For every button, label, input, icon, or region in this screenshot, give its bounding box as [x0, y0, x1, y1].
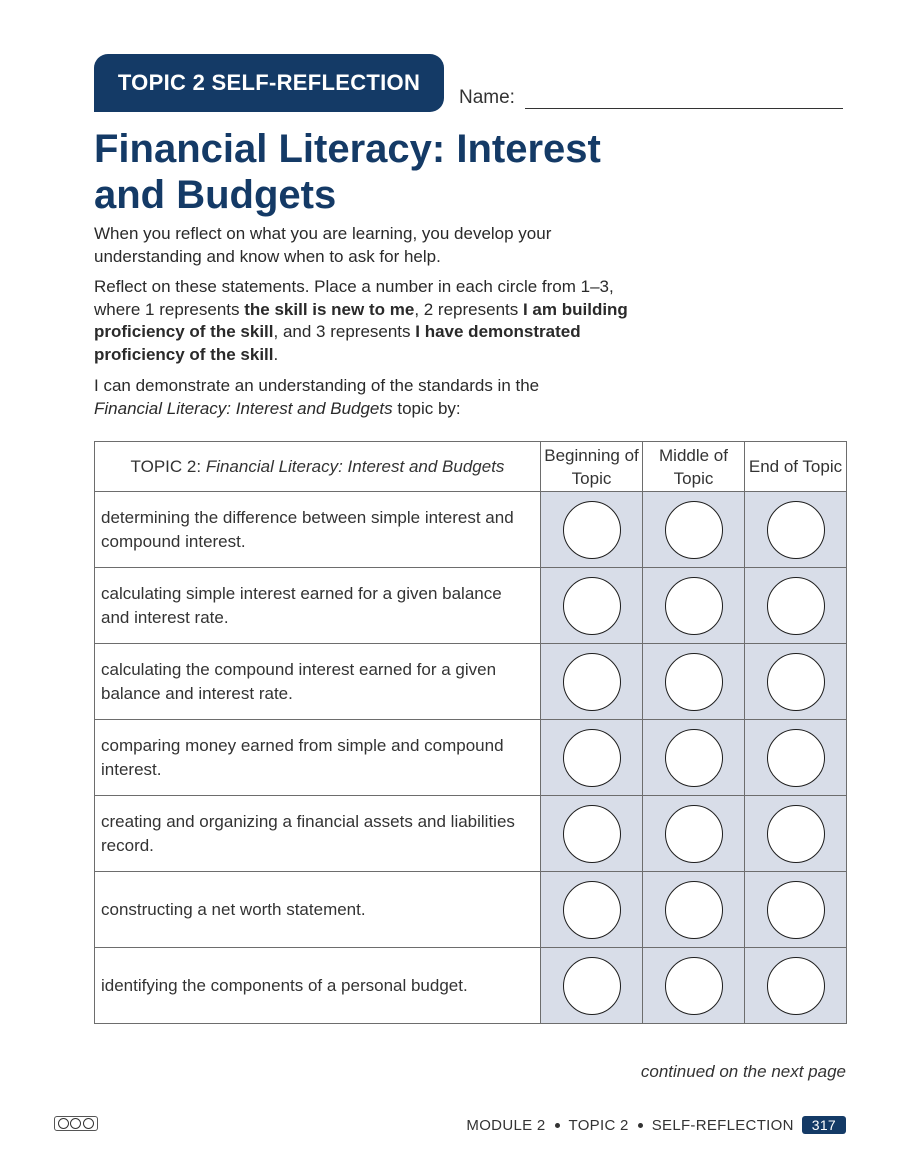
rating-circle-middle[interactable]	[665, 501, 723, 559]
rating-cell-beginning	[541, 948, 643, 1024]
topic-banner-label: TOPIC 2 SELF-REFLECTION	[117, 70, 421, 95]
rating-cell-beginning	[541, 796, 643, 872]
rating-cell-middle	[643, 872, 745, 948]
topic-header-name: Financial Literacy: Interest and Budgets	[205, 457, 505, 476]
rating-circle-beginning[interactable]	[563, 881, 621, 939]
rating-circle-beginning[interactable]	[563, 957, 621, 1015]
nc-symbol	[83, 1118, 94, 1129]
col-header-end: End of Topic	[745, 442, 847, 492]
instructions-bold-1: the skill is new to me	[244, 299, 415, 319]
instructions-mid-1: , 2 represents	[414, 299, 523, 319]
bullet-icon	[638, 1123, 643, 1128]
rating-circle-beginning[interactable]	[563, 577, 621, 635]
rating-circle-end[interactable]	[767, 957, 825, 1015]
rating-cell-beginning	[541, 644, 643, 720]
table-header-row	[95, 442, 847, 492]
self-reflection-table	[94, 441, 847, 1024]
table-row	[95, 872, 847, 948]
standards-lead: I can demonstrate an understanding of the standards in the	[94, 376, 540, 395]
rating-circle-beginning[interactable]	[563, 729, 621, 787]
rating-circle-beginning[interactable]	[563, 501, 621, 559]
statement-cell: calculating the compound interest earned for a given balance and interest rate.	[95, 644, 541, 720]
table-row	[95, 644, 847, 720]
rating-circle-middle[interactable]	[665, 729, 723, 787]
rating-circle-end[interactable]	[767, 501, 825, 559]
instructions-end: .	[273, 344, 279, 364]
instructions-lead: Reflect on these statements. Place a number in each circle from 1–3, where 1 represents	[94, 277, 614, 319]
table-row	[95, 796, 847, 872]
rating-cell-end	[745, 796, 847, 872]
rating-circle-middle[interactable]	[665, 957, 723, 1015]
rating-cell-middle	[643, 492, 745, 568]
creative-commons-icon	[54, 1116, 98, 1131]
table-row	[95, 492, 847, 568]
rating-cell-end	[745, 948, 847, 1024]
instructions-bold-2: I am building proficiency of the skill	[94, 299, 628, 341]
cc-symbol	[58, 1118, 69, 1129]
standards-end: topic by:	[392, 398, 461, 418]
statement-cell: constructing a net worth statement.	[95, 872, 541, 948]
rating-circle-end[interactable]	[767, 881, 825, 939]
statement-cell: identifying the components of a personal budget.	[95, 948, 541, 1024]
bullet-icon	[555, 1123, 560, 1128]
statement-cell: creating and organizing a financial assets and liabilities record.	[95, 796, 541, 872]
rating-cell-beginning	[541, 568, 643, 644]
topic-header	[95, 442, 541, 492]
rating-cell-middle	[643, 948, 745, 1024]
rating-cell-end	[745, 644, 847, 720]
rating-circle-middle[interactable]	[665, 881, 723, 939]
table-row	[95, 948, 847, 1024]
rating-circle-end[interactable]	[767, 653, 825, 711]
name-field-group	[459, 87, 843, 109]
instructions-bold-3: I have demonstrated proficiency of the skill	[94, 322, 581, 364]
rating-cell-middle	[643, 568, 745, 644]
rating-circle-end[interactable]	[767, 729, 825, 787]
name-line[interactable]	[525, 91, 843, 109]
table-row	[95, 568, 847, 644]
rating-cell-end	[745, 492, 847, 568]
name-label: Name:	[459, 87, 515, 108]
statement-cell: calculating simple interest earned for a given balance and interest rate.	[95, 568, 541, 644]
page-footer	[466, 1116, 846, 1134]
rating-circle-beginning[interactable]	[563, 653, 621, 711]
page-number: 317	[802, 1116, 846, 1134]
footer-topic: TOPIC 2	[568, 1116, 629, 1134]
rating-circle-end[interactable]	[767, 577, 825, 635]
rating-cell-beginning	[541, 492, 643, 568]
table-row	[95, 720, 847, 796]
statement-cell: determining the difference between simple interest and compound interest.	[95, 492, 541, 568]
rating-cell-beginning	[541, 872, 643, 948]
rating-cell-end	[745, 568, 847, 644]
col-header-beginning: Beginning of Topic	[541, 442, 643, 492]
statement-cell: comparing money earned from simple and compound interest.	[95, 720, 541, 796]
rating-cell-middle	[643, 644, 745, 720]
instructions-text	[94, 276, 654, 366]
rating-circle-middle[interactable]	[665, 577, 723, 635]
rating-circle-end[interactable]	[767, 805, 825, 863]
rating-cell-middle	[643, 720, 745, 796]
rating-circle-middle[interactable]	[665, 805, 723, 863]
continued-note: continued on the next page	[640, 1062, 846, 1081]
standards-italic: Financial Literacy: Interest and Budgets	[94, 398, 393, 418]
rating-cell-end	[745, 720, 847, 796]
page-title: Financial Literacy: Interest and Budgets	[94, 127, 601, 217]
topic-banner	[94, 54, 444, 112]
rating-cell-middle	[643, 796, 745, 872]
standards-text	[94, 375, 554, 420]
rating-cell-beginning	[541, 720, 643, 796]
footer-section: SELF-REFLECTION	[651, 1116, 794, 1134]
rating-circle-beginning[interactable]	[563, 805, 621, 863]
topic-header-prefix: TOPIC 2:	[130, 457, 206, 476]
by-symbol	[70, 1118, 81, 1129]
rating-cell-end	[745, 872, 847, 948]
rating-circle-middle[interactable]	[665, 653, 723, 711]
intro-text: When you reflect on what you are learning, you develop your understanding and know when to ask for help.	[94, 224, 552, 266]
col-header-middle: Middle of Topic	[643, 442, 745, 492]
instructions-mid-2: , and 3 represents	[273, 322, 416, 341]
footer-module: MODULE 2	[466, 1116, 546, 1134]
